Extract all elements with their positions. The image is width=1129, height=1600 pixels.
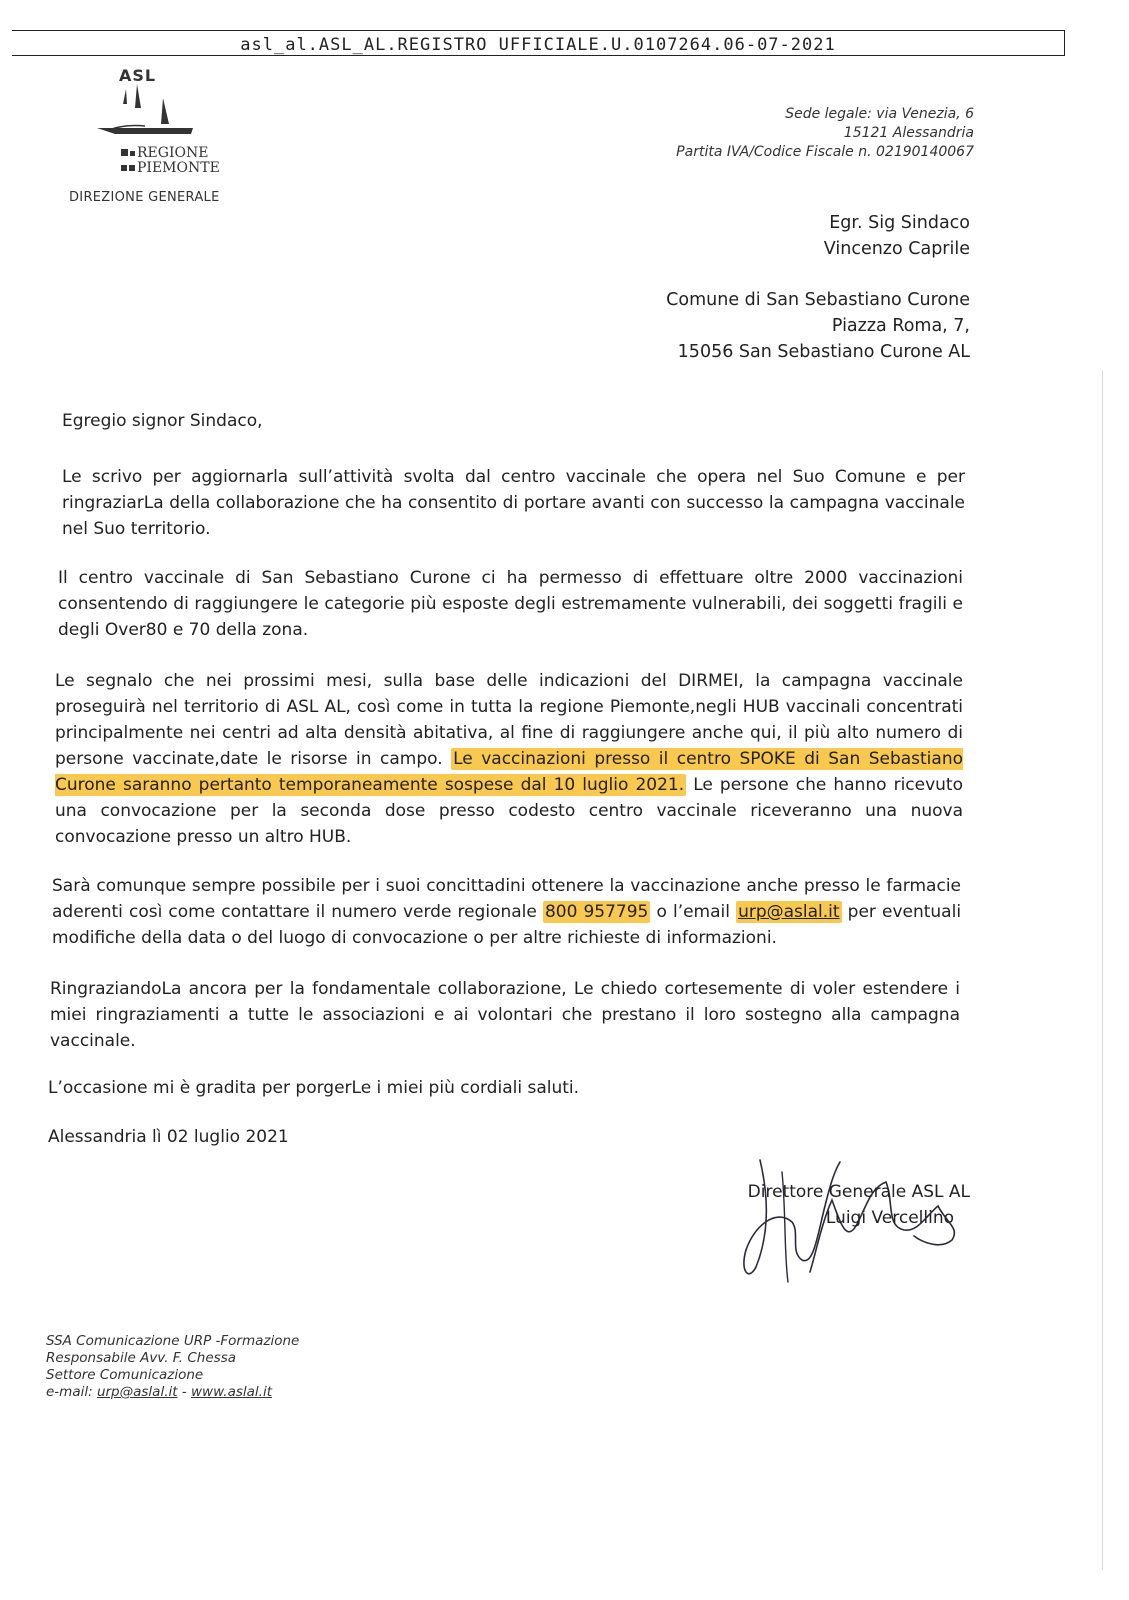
paragraph-5: RingraziandoLa ancora per la fondamentale collaborazione, Le chiedo cortesemente di voler estendere i miei ringraziamenti a tutte le associazioni e ai volontari che prestano il loro sostegno alla campagna vaccinale.	[50, 979, 960, 1051]
closing: L’occasione mi è gradita per porgerLe i miei più cordiali saluti.	[48, 1078, 580, 1098]
footer-line-3: Settore Comunicazione	[46, 1367, 204, 1383]
toll-free-number[interactable]: 800 957795	[544, 902, 649, 922]
logo-piemonte-text: PIEMONTE	[137, 160, 220, 176]
paragraph-4-intro: Sarà comunque sempre possibile per i suoi concittadini ottenere la vaccinazione anche presso le farmacie aderenti così come contattare il numero verde regionale	[52, 876, 961, 922]
logo-sail-icon	[95, 84, 205, 154]
recipient-person	[824, 210, 970, 262]
paragraph-4-outro: per eventuali modifiche della data o del luogo di convocazione o per altre richieste di informazioni.	[52, 902, 962, 948]
paragraph-1: Le scrivo per aggiornarla sull’attività svolta dal centro vaccinale che opera nel Suo Comune e per ringraziarLa della collaborazione che ha consentito di portare avanti con successo la campagna vaccinale nel Suo territorio.	[62, 467, 965, 539]
legal-info	[676, 105, 974, 162]
logo-asl-text: ASL	[119, 66, 157, 85]
footer-line-1: SSA Comunicazione URP -Formazione	[46, 1333, 300, 1349]
paragraph-4-middle: o l’email	[656, 902, 730, 922]
registry-stamp: asl_al.ASL_AL.REGISTRO UFFICIALE.U.0107264.06-07-2021	[12, 30, 1065, 56]
signatory-title: Direttore Generale ASL AL	[747, 1182, 970, 1202]
paragraph-3-outro: Le persone che hanno ricevuto una convocazione per la seconda dose presso codesto centro vaccinale riceveranno una nuova convocazione presso un altro HUB.	[55, 775, 963, 847]
suspension-highlight: Le vaccinazioni presso il centro SPOKE di San Sebastiano Curone saranno pertanto temporaneamente sospese dal 10 luglio 2021.	[55, 749, 963, 795]
recipient-org: Comune di San Sebastiano Curone	[666, 290, 970, 310]
footer-line-4	[46, 1384, 299, 1401]
legal-piva: Partita IVA/Codice Fiscale n. 02190140067	[676, 144, 974, 160]
recipient-salutation: Egr. Sig Sindaco	[829, 213, 970, 233]
recipient-city: 15056 San Sebastiano Curone AL	[677, 342, 970, 362]
signatory-name: Luigi Vercellino	[825, 1208, 954, 1228]
recipient-address	[666, 287, 970, 365]
recipient-name: Vincenzo Caprile	[823, 239, 970, 259]
paragraph-4	[52, 873, 961, 951]
letter-date: Alessandria lì 02 luglio 2021	[48, 1127, 289, 1147]
legal-city: 15121 Alessandria	[843, 125, 974, 141]
footer-contacts	[46, 1333, 299, 1401]
signature-block	[690, 1182, 980, 1292]
legal-sede: Sede legale: via Venezia, 6	[785, 106, 974, 122]
recipient-street: Piazza Roma, 7,	[831, 316, 970, 336]
department-label: DIREZIONE GENERALE	[69, 190, 220, 205]
paragraph-3-intro: Le segnalo che nei prossimi mesi, sulla base delle indicazioni del DIRMEI, la campagna vaccinale proseguirà nel territorio di ASL AL, così come in tutta la regione Piemonte,negli HUB vaccinali concentrati principalmente nei centri ad alta densità abitativa, al fine di raggiungere anche qui, il più alto numero di persone vaccinate,date le risorse in campo.	[55, 671, 963, 769]
asl-logo	[95, 66, 225, 186]
footer-email-label: e-mail:	[46, 1384, 93, 1400]
footer-website-link[interactable]: www.aslal.it	[191, 1384, 272, 1400]
logo-regione-piemonte	[121, 146, 231, 176]
footer-line-2: Responsabile Avv. F. Chessa	[46, 1350, 237, 1366]
paragraph-2: Il centro vaccinale di San Sebastiano Curone ci ha permesso di effettuare oltre 2000 vaccinazioni consentendo di raggiungere le categorie più esposte degli estremamente vulnerabili, dei soggetti fragili e degli Over80 e 70 della zona.	[58, 568, 963, 640]
contact-email-link[interactable]: urp@aslal.it	[738, 902, 840, 922]
scan-edge-line	[1102, 370, 1103, 1570]
logo-regione-text: REGIONE	[137, 145, 209, 161]
footer-separator: -	[181, 1384, 187, 1400]
paragraph-3	[55, 668, 963, 850]
footer-email-link[interactable]: urp@aslal.it	[96, 1384, 178, 1400]
greeting: Egregio signor Sindaco,	[62, 411, 263, 431]
